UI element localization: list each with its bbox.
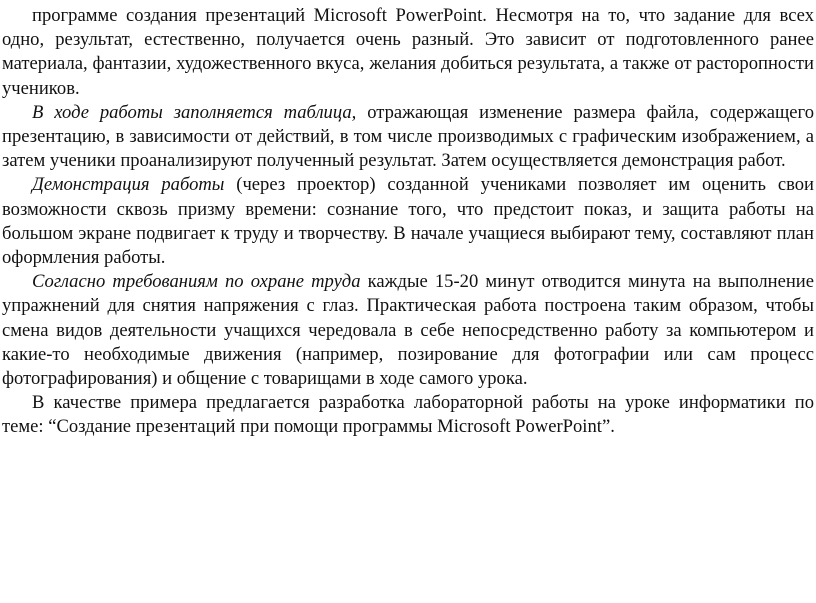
paragraph-text: программе создания презентаций Microsoft PowerPoint. Несмотря на то, что задание для всех одно, результат, естественно, получается очень разный. Это зависит от подготовленного ранее материала, фантазии, художественного вкуса, желания добиться результата, а также от расторопности учеников. — [2, 5, 814, 99]
italic-lead: Согласно требованиям по охране труда — [32, 271, 361, 293]
paragraph-continuation — [2, 4, 814, 101]
paragraph-table — [2, 101, 814, 174]
paragraph-demonstration — [2, 173, 814, 270]
paragraph-text: В качестве примера предлагается разработка лабораторной работы на уроке информатики по теме: “Создание презентаций при помощи программы Microsoft PowerPoint”. — [2, 392, 814, 438]
paragraph-text: (через проектор) созданной учениками позволяет им оценить свои возможности сквозь призму времени: сознание того, что предстоит показ, и защита работы на большом экране подвигает к труду и творчеству. В начале учащиеся выбирают тему, составляют план оформления работы. — [2, 174, 814, 269]
italic-lead: В ходе работы заполняется таблица, — [32, 101, 357, 123]
paragraph-safety — [2, 270, 814, 391]
paragraph-text: отражающая изменение размера файла, содержащего презентацию, в зависимости от действий, в том числе производимых с графическим изображением, а затем ученики проанализируют полученный результат. Затем осуществляется демонстрация работ. — [2, 101, 814, 172]
paragraph-text: каждые 15-20 минут отводится минута на выполнение упражнений для снятия напряжения с глаз. Практическая работа построена таким образом, чтобы смена видов деятельности учащихся чередовала в себе непосредственно работу за компьютером и какие-то необходимые движения (например, позирование для фотографии или сам процесс фотографирования) и общение с товарищами в ходе самого урока. — [2, 271, 814, 390]
italic-lead: Демонстрация работы — [32, 174, 225, 196]
paragraph-example — [2, 391, 814, 439]
